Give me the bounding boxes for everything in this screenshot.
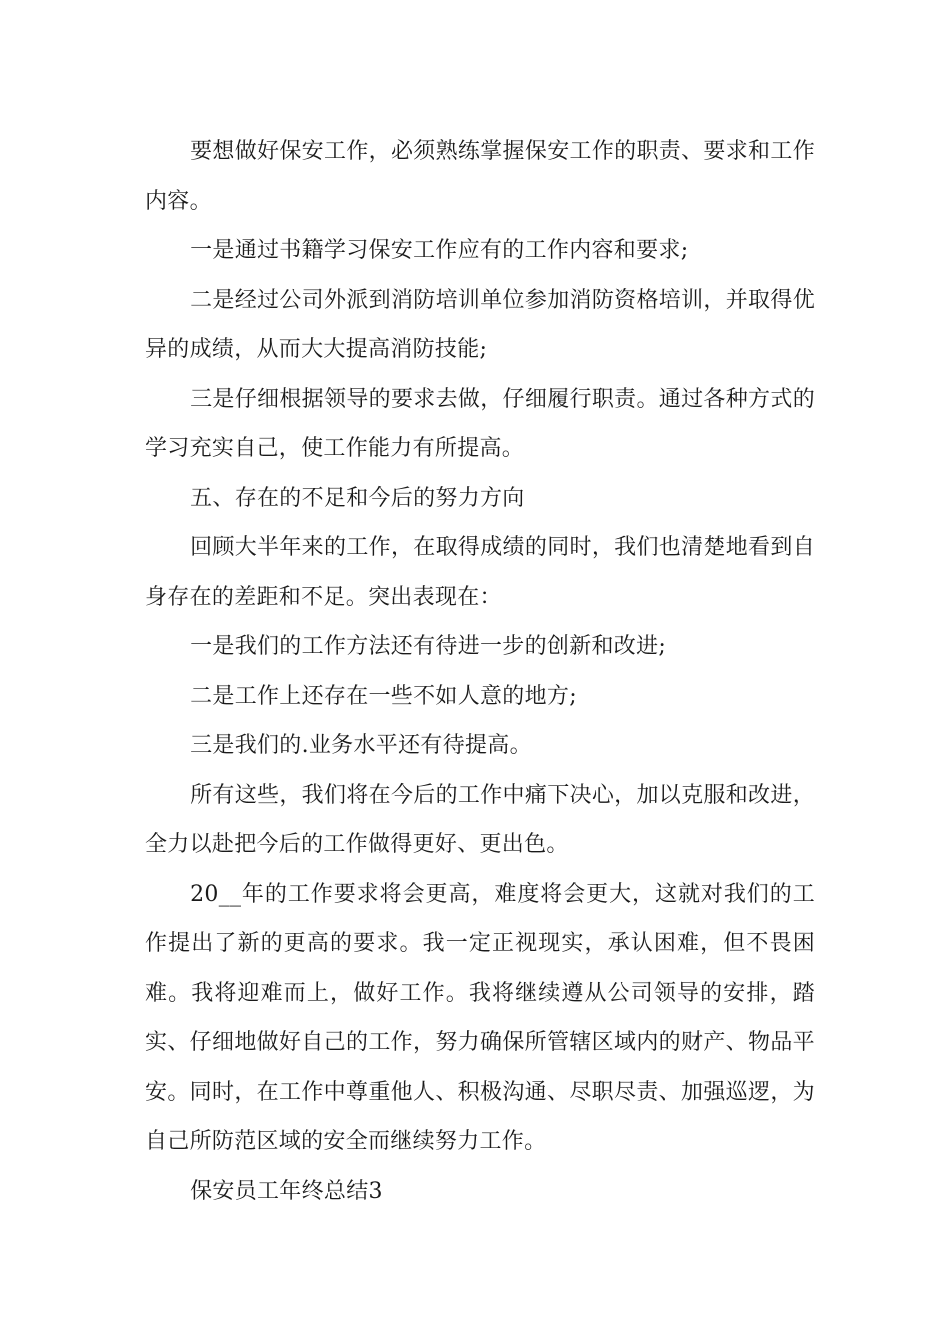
paragraph-shortcoming-two: 二是工作上还存在一些不如人意的地方;	[190, 683, 577, 709]
paragraph-point-three-leadership: 三是仔细根据领导的要求去做，仔细履行职责。通过各种方式的学习充实自己，使工作能力有所提高。	[145, 386, 815, 461]
paragraph-shortcoming-three: 三是我们的.业务水平还有待提高。	[190, 733, 532, 758]
paragraph-next-year: 20__年的工作要求将会更高，难度将会更大，这就对我们的工作提出了新的更高的要求。我一定正视现实，承认困难，但不畏困难。我将迎难而上，做好工作。我将继续遵从公司领导的安排，踏实、仔细地做好自己的工作，努力确保所管辖区域内的财产、物品平安。同时，在工作中尊重他人、积极沟通、尽职尽责、加强巡逻，为自己所防范区域的安全而继续努力工作。	[145, 881, 815, 1154]
paragraph-resolution: 所有这些，我们将在今后的工作中痛下决心，加以克服和改进，全力以赴把今后的工作做得更好、更出色。	[145, 782, 815, 857]
paragraph-shortcoming-one: 一是我们的工作方法还有待进一步的创新和改进;	[190, 634, 667, 659]
section-heading-summary-3: 保安员工年终总结3	[190, 1178, 383, 1204]
paragraph-point-one-books: 一是通过书籍学习保安工作应有的工作内容和要求;	[190, 238, 689, 263]
section-heading-shortcomings: 五、存在的不足和今后的努力方向	[190, 485, 525, 511]
paragraph-duties-intro: 要想做好保安工作，必须熟练掌握保安工作的职责、要求和工作内容。	[145, 139, 815, 214]
document-body	[145, 127, 815, 1216]
paragraph-point-two-fire-training: 二是经过公司外派到消防培训单位参加消防资格培训，并取得优异的成绩，从而大大提高消防技能;	[145, 287, 815, 362]
paragraph-review: 回顾大半年来的工作，在取得成绩的同时，我们也清楚地看到自身存在的差距和不足。突出表现在：	[145, 535, 815, 610]
